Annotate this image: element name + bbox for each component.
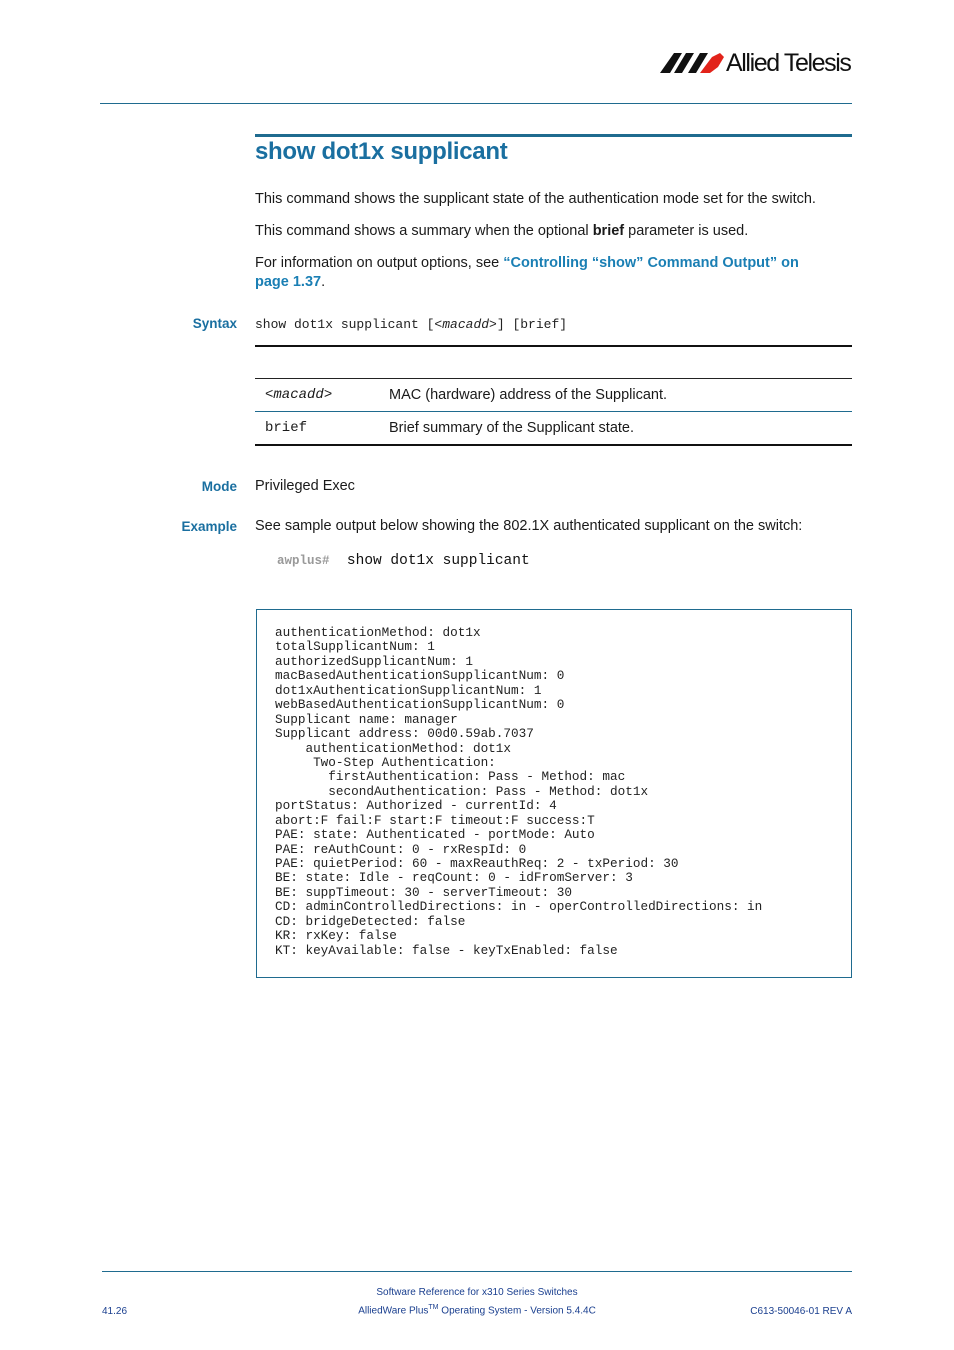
syntax-param: macadd — [442, 317, 490, 332]
output-line: portStatus: Authorized - currentId: 4 — [275, 798, 557, 814]
syntax-cmd-pre: show dot1x supplicant [< — [255, 317, 443, 332]
output-line: PAE: quietPeriod: 60 - maxReauthReq: 2 - txPeriod: 30 — [275, 856, 679, 871]
description-3-text: For information on output options, see — [255, 255, 504, 271]
param-name-post: > — [323, 387, 333, 403]
logo-text: Allied Telesis — [726, 49, 851, 77]
output-line: authenticationMethod: dot1x — [275, 625, 481, 640]
output-line: CD: adminControlledDirections: in - operControlledDirections: in — [275, 899, 763, 915]
output-line: authenticationMethod: dot1x — [275, 740, 512, 756]
description-3-period: . — [321, 274, 326, 290]
output-line: Supplicant address: 00d0.59ab.7037 — [275, 726, 534, 742]
syntax-command — [255, 317, 567, 332]
command-output — [275, 626, 762, 958]
page-number: 41.26 — [102, 1306, 128, 1317]
footer-subtitle — [300, 1304, 654, 1316]
example-command-line — [277, 551, 530, 569]
output-line: KR: rxKey: false — [275, 928, 397, 944]
output-line: PAE: state: Authenticated - portMode: Auto — [275, 827, 595, 843]
param-description: MAC (hardware) address of the Supplicant. — [389, 387, 668, 403]
syntax-rule — [255, 345, 852, 347]
description-2-text: This command shows a summary when the optional — [255, 223, 593, 239]
brief-keyword: brief — [592, 223, 625, 239]
footer-version: Operating System - Version 5.4.4C — [438, 1305, 596, 1317]
command-output-box — [256, 609, 852, 978]
document-id: C613-50046-01 REV A — [750, 1306, 852, 1317]
footer-title: Software Reference for x310 Series Switches — [376, 1287, 578, 1298]
output-line: webBasedAuthenticationSupplicantNum: 0 — [275, 697, 565, 713]
output-line: macBasedAuthenticationSupplicantNum: 0 — [275, 668, 565, 684]
example-label: Example — [181, 519, 237, 534]
link-line-2[interactable]: page 1.37 — [255, 274, 322, 290]
output-line: BE: suppTimeout: 30 - serverTimeout: 30 — [275, 884, 572, 900]
output-line: firstAuthentication: Pass - Method: mac — [275, 769, 626, 785]
allied-telesis-logo — [660, 50, 856, 80]
param-description: Brief summary of the Supplicant state. — [389, 419, 634, 436]
cli-command: show dot1x supplicant — [346, 553, 530, 569]
param-name — [255, 412, 389, 445]
cli-prompt: awplus# — [277, 554, 330, 568]
param-name-post: brief — [265, 419, 308, 436]
link-line-1[interactable]: “Controlling “show” Command Output” on — [503, 255, 799, 271]
output-line: abort:F fail:F start:F timeout:F success:T — [275, 812, 595, 828]
mode-label: Mode — [201, 479, 237, 494]
output-line: totalSupplicantNum: 1 — [275, 639, 435, 655]
parameter-table — [255, 378, 852, 446]
output-line: Supplicant name: manager — [275, 711, 458, 727]
output-line: BE: state: Idle - reqCount: 0 - idFromServer: 3 — [275, 870, 633, 886]
syntax-cmd-post: >] [brief] — [489, 317, 568, 332]
param-name-pre: < — [265, 387, 274, 403]
syntax-label: Syntax — [192, 316, 237, 331]
logo-mark-icon — [660, 52, 726, 74]
header-rule — [100, 103, 852, 104]
output-line: dot1xAuthenticationSupplicantNum: 1 — [275, 682, 542, 698]
output-line: authorizedSupplicantNum: 1 — [275, 653, 473, 669]
page-title: show dot1x supplicant — [255, 138, 508, 165]
output-line: CD: bridgeDetected: false — [275, 913, 466, 929]
description-paragraph-1: This command shows the supplicant state of the authentication mode set for the switch. — [255, 191, 816, 207]
param-name — [255, 379, 389, 412]
param-name-italic: macadd — [273, 387, 324, 403]
output-line: KT: keyAvailable: false - keyTxEnabled: false — [275, 942, 618, 958]
description-paragraph-2 — [255, 222, 855, 241]
footer-product: AlliedWare Plus — [358, 1305, 429, 1317]
title-rule — [255, 134, 852, 137]
output-line: Two-Step Authentication: — [275, 754, 496, 770]
trademark-sup: TM — [428, 1304, 439, 1311]
table-row — [255, 379, 852, 412]
description-paragraph-3 — [255, 254, 855, 292]
output-line: PAE: reAuthCount: 0 - rxRespId: 0 — [275, 841, 527, 857]
description-2-text-end: parameter is used. — [624, 223, 749, 239]
table-row — [255, 412, 852, 445]
mode-value: Privileged Exec — [255, 478, 355, 494]
footer-rule — [102, 1271, 852, 1272]
example-description: See sample output below showing the 802.1X authenticated supplicant on the switch: — [255, 518, 803, 534]
output-line: secondAuthentication: Pass - Method: dot1x — [275, 783, 649, 799]
